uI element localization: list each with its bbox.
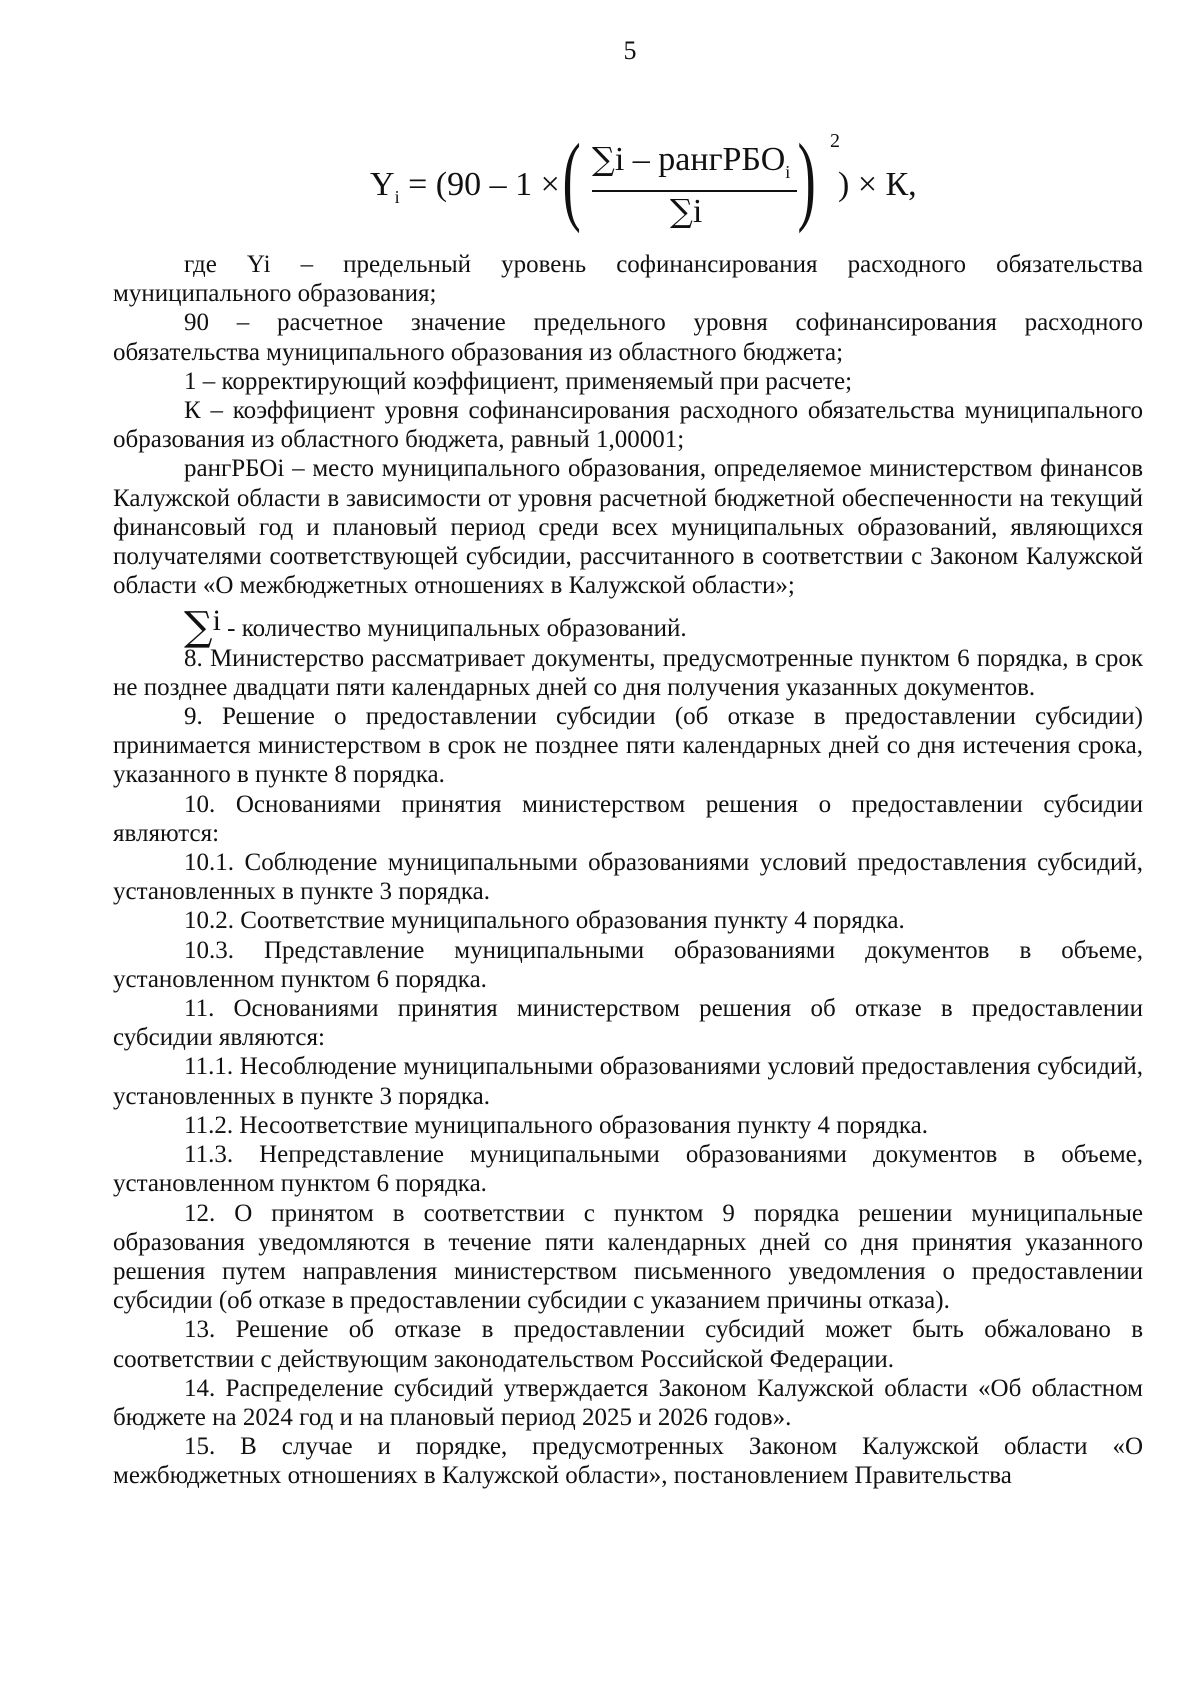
- formula-lhs: [370, 166, 560, 208]
- sum-definition-text: - количество муниципальных образований.: [220, 615, 687, 643]
- formula-num-sub: i: [785, 161, 791, 182]
- cofinancing-formula: [370, 123, 930, 240]
- clause-11-1: 11.1. Несоблюдение муниципальными образованиями условий предоставления субсидий, установленных в пункте 3 порядка.: [113, 1053, 1143, 1110]
- clause-8: 8. Министерство рассматривает документы, предусмотренные пунктом 6 порядка, в срок не позднее двадцати пяти календарных дней со дня получения указанных документов.: [113, 644, 1143, 701]
- definition-k: К – коэффициент уровня софинансирования расходного обязательства муниципального образования из областного бюджета, равный 1,00001;: [113, 397, 1143, 454]
- sum-symbol-definition: ∑: [184, 604, 213, 651]
- page-number: 5: [623, 36, 637, 65]
- definition-sum: [113, 604, 1143, 651]
- sum-symbol-numerator: ∑: [592, 140, 615, 178]
- clause-12: 12. О принятом в соответствии с пунктом 9 порядка решении муниципальные образования уведомляются в течение пяти календарных дней со дня принятия указанного решения путем направления министерством письменного уведомления о предоставлении субсидии (об отказе в предоставлении субсидии с указанием причины отказа).: [113, 1199, 1143, 1315]
- definition-rank: рангРБОi – место муниципального образования, определяемое министерством финансов Калужской области в зависимости от уровня расчетной бюджетной обеспеченности на текущий финансовый год и плановый период среди всех муниципальных образований, являющихся получателями соответствующей субсидии, рассчитанного в соответствии с Законом Калужской области «О межбюджетных отношениях в Калужской области»;: [113, 455, 1143, 600]
- formula-tail: ) × К,: [838, 166, 917, 203]
- clause-11-3: 11.3. Непредставление муниципальными образованиями документов в объеме, установленном пунктом 6 порядка.: [113, 1141, 1143, 1198]
- definition-yi: где Yi – предельный уровень софинансирования расходного обязательства муниципального образования;: [113, 251, 1143, 308]
- formula-right-paren: ): [797, 123, 816, 234]
- clause-10-1: 10.1. Соблюдение муниципальными образованиями условий предоставления субсидий, установленных в пункте 3 порядка.: [113, 849, 1143, 906]
- formula-eq-start: = (90 – 1 ×: [399, 166, 560, 203]
- clause-13: 13. Решение об отказе в предоставлении субсидий может быть обжаловано в соответствии с действующим законодательством Российской Федерации.: [113, 1316, 1143, 1373]
- clause-11: 11. Основаниями принятия министерством решения об отказе в предоставлении субсидии являются:: [113, 995, 1143, 1052]
- formula-lhs-sub: i: [394, 186, 400, 207]
- clause-14: 14. Распределение субсидий утверждается Законом Калужской области «Об областном бюджете на 2024 год и на плановый период 2025 и 2026 годов».: [113, 1374, 1143, 1431]
- formula-den-var: i: [692, 193, 703, 230]
- sum-var-definition: i: [212, 604, 221, 638]
- formula-exponent: 2: [830, 130, 840, 152]
- formula-denominator: [670, 192, 702, 231]
- clause-10-3: 10.3. Представление муниципальными образованиями документов в объеме, установленном пунктом 6 порядка.: [113, 936, 1143, 993]
- clause-10-2: 10.2. Соответствие муниципального образования пункту 4 порядка.: [184, 907, 905, 935]
- sum-symbol-denominator: ∑: [670, 192, 693, 230]
- definition-90: 90 – расчетное значение предельного уровня софинансирования расходного обязательства муниципального образования из областного бюджета;: [113, 309, 1143, 366]
- formula-left-paren: (: [562, 123, 581, 234]
- clause-10: 10. Основаниями принятия министерством решения о предоставлении субсидии являются:: [113, 790, 1143, 847]
- formula-num-text: i – рангРБО: [614, 141, 786, 178]
- formula-lhs-var: Y: [370, 166, 395, 203]
- formula-numerator: [592, 140, 790, 183]
- clause-11-2: 11.2. Несоответствие муниципального образования пункту 4 порядка.: [184, 1111, 928, 1139]
- definition-1: 1 – корректирующий коэффициент, применяемый при расчете;: [184, 367, 853, 395]
- document-body: [113, 250, 1143, 1491]
- clause-15: 15. В случае и порядке, предусмотренных Законом Калужской области «О межбюджетных отношениях в Калужской области», постановлением Правительства: [113, 1433, 1143, 1490]
- clause-9: 9. Решение о предоставлении субсидии (об отказе в предоставлении субсидии) принимается министерством в срок не позднее пяти календарных дней со дня истечения срока, указанного в пункте 8 порядка.: [113, 703, 1143, 789]
